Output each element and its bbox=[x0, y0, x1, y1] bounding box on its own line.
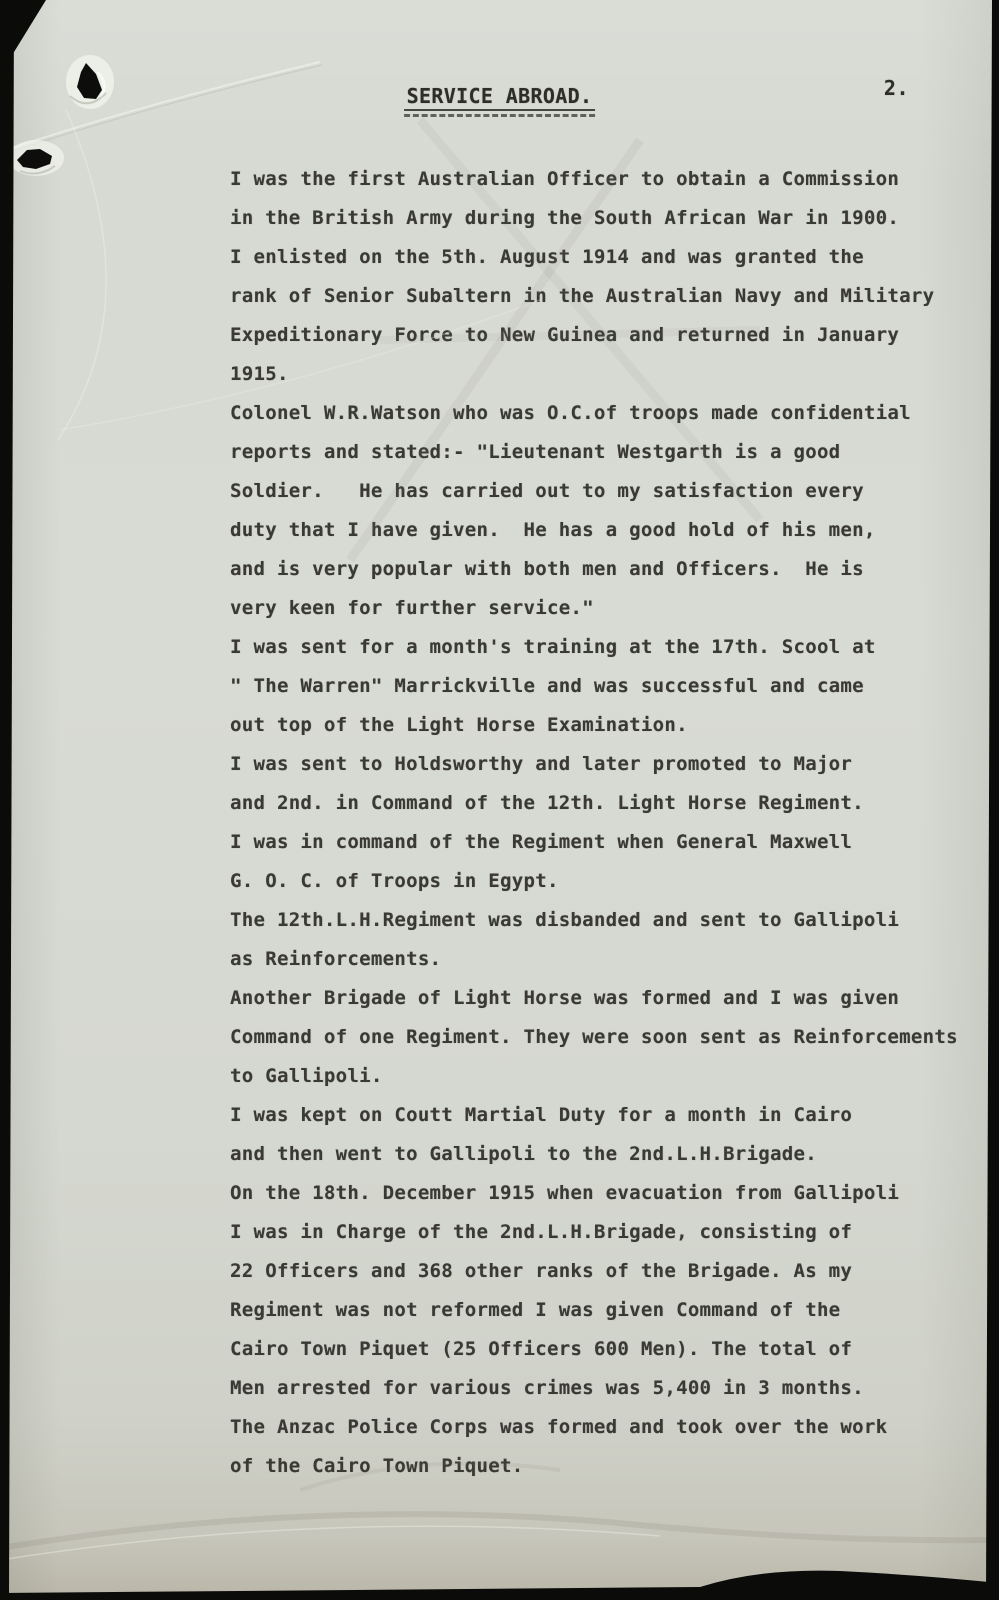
typed-line: and then went to Gallipoli to the 2nd.L.H.Brigade. bbox=[230, 1143, 817, 1165]
torn-hole-bottom bbox=[8, 140, 64, 176]
typed-line: 1915. bbox=[230, 363, 289, 385]
page-header bbox=[0, 0, 999, 130]
typed-line: Expeditionary Force to New Guinea and returned in January bbox=[230, 324, 900, 346]
typed-line: reports and stated:- "Lieutenant Westgarth is a good bbox=[230, 441, 841, 463]
typed-line: of the Cairo Town Piquet. bbox=[230, 1455, 524, 1477]
typed-line: very keen for further service." bbox=[230, 597, 594, 619]
typed-line: Colonel W.R.Watson who was O.C.of troops made confidential bbox=[230, 402, 911, 424]
typed-line: I was sent for a month's training at the 17th. Scool at bbox=[230, 636, 876, 658]
typed-line: and is very popular with both men and Officers. He is bbox=[230, 558, 864, 580]
typed-line: Men arrested for various crimes was 5,400 in 3 months. bbox=[230, 1377, 864, 1399]
typed-line: as Reinforcements. bbox=[230, 948, 442, 970]
right-edge-shadow bbox=[986, 0, 999, 1600]
page-number: 2. bbox=[883, 76, 909, 100]
typed-line: Another Brigade of Light Horse was formed and I was given bbox=[230, 987, 900, 1009]
typed-line: I was kept on Coutt Martial Duty for a month in Cairo bbox=[230, 1104, 853, 1126]
typed-line: I was the first Australian Officer to obtain a Commission bbox=[230, 168, 900, 190]
typed-line: On the 18th. December 1915 when evacuation from Gallipoli bbox=[230, 1182, 900, 1204]
typed-line: I was in Charge of the 2nd.L.H.Brigade, consisting of bbox=[230, 1221, 853, 1243]
typed-line: in the British Army during the South African War in 1900. bbox=[230, 207, 900, 229]
typed-line: Command of one Regiment. They were soon sent as Reinforcements bbox=[230, 1026, 958, 1048]
typed-line: G. O. C. of Troops in Egypt. bbox=[230, 870, 559, 892]
typed-line: The Anzac Police Corps was formed and took over the work bbox=[230, 1416, 888, 1438]
typed-line: " The Warren" Marrickville and was successful and came bbox=[230, 675, 864, 697]
typed-line: to Gallipoli. bbox=[230, 1065, 383, 1087]
bottom-edge-shadow bbox=[0, 1571, 999, 1600]
typed-line: out top of the Light Horse Examination. bbox=[230, 714, 688, 736]
typed-line: duty that I have given. He has a good hold of his men, bbox=[230, 519, 876, 541]
page-title: SERVICE ABROAD. bbox=[404, 84, 596, 111]
typed-line: Soldier. He has carried out to my satisfaction every bbox=[230, 480, 864, 502]
typed-line: 22 Officers and 368 other ranks of the Brigade. As my bbox=[230, 1260, 853, 1282]
typed-line: I was in command of the Regiment when General Maxwell bbox=[230, 831, 853, 853]
page-title-underline bbox=[404, 84, 596, 117]
typed-text-body bbox=[230, 160, 975, 1486]
typed-line: Regiment was not reformed I was given Command of the bbox=[230, 1299, 841, 1321]
typed-line: The 12th.L.H.Regiment was disbanded and sent to Gallipoli bbox=[230, 909, 900, 931]
typed-line: I was sent to Holdsworthy and later promoted to Major bbox=[230, 753, 853, 775]
typed-line: rank of Senior Subaltern in the Australian Navy and Military bbox=[230, 285, 935, 307]
typed-line: Cairo Town Piquet (25 Officers 600 Men). The total of bbox=[230, 1338, 853, 1360]
typed-line: I enlisted on the 5th. August 1914 and was granted the bbox=[230, 246, 864, 268]
typed-line: and 2nd. in Command of the 12th. Light Horse Regiment. bbox=[230, 792, 864, 814]
left-edge-shadow bbox=[0, 0, 14, 1600]
